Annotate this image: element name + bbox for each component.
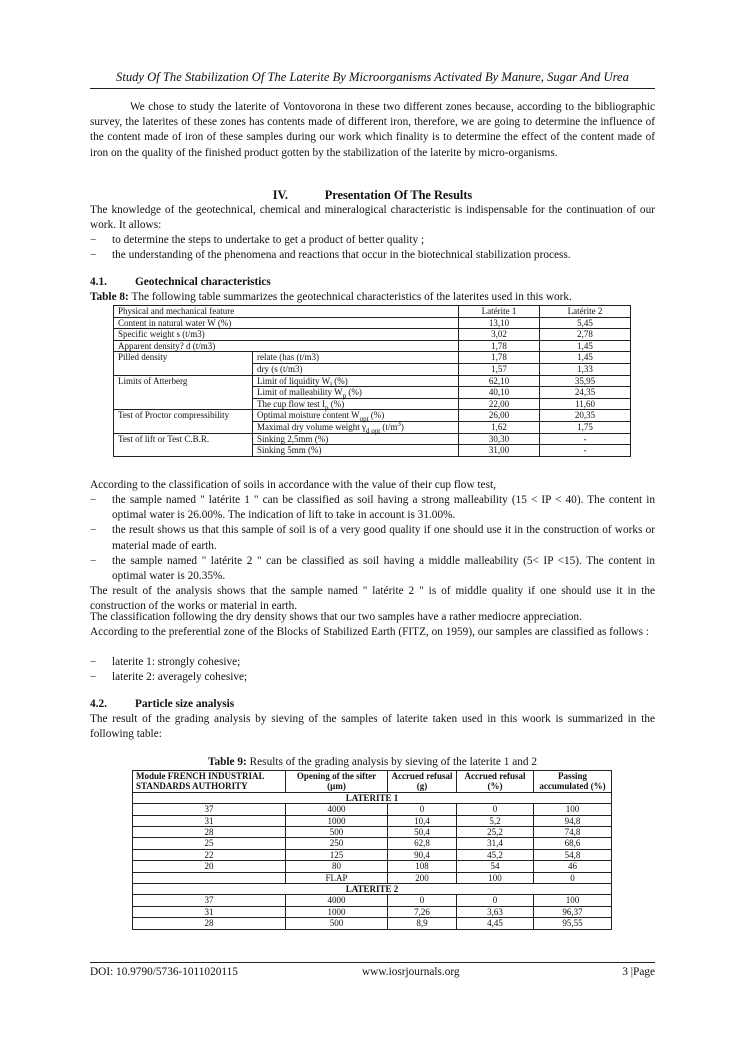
table-header-row [133, 771, 612, 793]
footer-doi: DOI: 10.9790/5736-1011020115 [90, 966, 238, 978]
table-cell: 1,78 [459, 340, 540, 352]
table-cell: 54 [457, 861, 534, 872]
table-row [114, 352, 631, 364]
header-cell: Opening of the sifter (µm) [286, 771, 388, 793]
laterite2-rows [133, 895, 612, 929]
table-cell: 5,45 [540, 317, 631, 329]
table-cell: 62,8 [388, 838, 457, 849]
table-cell: The cup flow test $I_p$ (%) [253, 398, 459, 410]
table-cell: 5,2 [457, 815, 534, 826]
list-item: − the understanding of the phenomena and reactions that occur in the biotechnical stabilization process. [90, 248, 655, 263]
table-cell: 0 [534, 872, 612, 883]
table-cell: 1,57 [459, 363, 540, 375]
table-cell: 90,4 [388, 849, 457, 860]
table-cell: 0 [388, 895, 457, 906]
table-row [133, 815, 612, 826]
table-cell: 46 [534, 861, 612, 872]
dry-density-paragraph: The classification following the dry density shows that our two samples have a rather mediocre appreciation. [90, 611, 582, 623]
table-row [133, 838, 612, 849]
table-cell: 22,00 [459, 398, 540, 410]
table-cell: 31 [133, 906, 286, 917]
section-heading-iv [90, 188, 655, 203]
table-row [133, 872, 612, 883]
table-cell: 1,78 [459, 352, 540, 364]
table-cell: 20 [133, 861, 286, 872]
header-rule [90, 88, 655, 89]
laterite1-rows [133, 804, 612, 884]
table-cell: 68,6 [534, 838, 612, 849]
table-cell: Test of Proctor compressibility [114, 410, 253, 433]
table-cell: Apparent density? d (t/m3) [114, 340, 459, 352]
table-cell: 8,9 [388, 918, 457, 929]
subsection-heading-4-2 [90, 698, 234, 710]
section-title: Presentation Of The Results [324, 188, 473, 202]
subsection-title: Particle size analysis [135, 698, 235, 710]
table-row [133, 849, 612, 860]
table-cell: 28 [133, 827, 286, 838]
table-cell: 62,10 [459, 375, 540, 387]
table9-caption [90, 755, 655, 770]
list-item: − to determine the steps to undertake to get a product of better quality ; [90, 233, 655, 248]
section-number: IV. [272, 188, 288, 202]
table-cell: 500 [286, 918, 388, 929]
table-cell: 1000 [286, 815, 388, 826]
table-cell: Limits of Atterberg [114, 375, 253, 410]
section42-paragraph: The result of the grading analysis by sieving of the samples of laterite taken used in this woork is summarized in the following table: [90, 713, 655, 741]
table-cell: 0 [457, 895, 534, 906]
analysis-paragraph: The result of the analysis shows that the sample named " latérite 2 " is of middle quality if one should use it in the construction of the works or material in earth. [90, 585, 655, 613]
subsection-title: Geotechnical characteristics [135, 276, 271, 288]
table-cell: 25 [133, 838, 286, 849]
section4-bullets [90, 233, 655, 263]
group-row [133, 792, 612, 803]
table-row [114, 340, 631, 352]
table-9-grading [132, 770, 612, 930]
table-cell: 1,45 [540, 340, 631, 352]
running-title: Study Of The Stabilization Of The Laterite By Microorganisms Activated By Manure, Sugar And Urea [116, 70, 629, 84]
classification-bullets [90, 493, 655, 584]
table-cell: 125 [286, 849, 388, 860]
table-cell: 96,37 [534, 906, 612, 917]
table-cell: Specific weight s (t/m3) [114, 329, 459, 341]
table-cell: dry (s (t/m3) [253, 363, 459, 375]
table-cell: 100 [534, 895, 612, 906]
footer-page: 3 |Page [622, 966, 655, 978]
table-cell: Sinking 2,5mm (%) [253, 433, 459, 445]
header-cell: Physical and mechanical feature [114, 306, 459, 318]
footer-rule [90, 962, 655, 963]
table-cell: 50,4 [388, 827, 457, 838]
table-cell: 94,8 [534, 815, 612, 826]
table-row [133, 804, 612, 815]
table-cell: relate (has (t/m3) [253, 352, 459, 364]
table-cell: 4000 [286, 804, 388, 815]
table-row [114, 375, 631, 387]
list-item: − laterite 2: averagely cohesive; [90, 670, 655, 685]
table-row [133, 906, 612, 917]
list-item: − laterite 1: strongly cohesive; [90, 655, 655, 670]
table-cell: 3,02 [459, 329, 540, 341]
table-cell: 31 [133, 815, 286, 826]
table-row [114, 317, 631, 329]
group-label: LATERITE 1 [133, 792, 612, 803]
table-cell: 1,75 [540, 421, 631, 433]
table-cell: 45,2 [457, 849, 534, 860]
table-cell: 30,30 [459, 433, 540, 445]
table-cell: 108 [388, 861, 457, 872]
table-cell: 24,35 [540, 387, 631, 399]
table-cell: 40,10 [459, 387, 540, 399]
list-item: − the sample named " latérite 2 " can be classified as soil having a middle malleability (5< IP <15). The content in optimal water is 20.35%. [90, 554, 655, 584]
table-cell: 13,10 [459, 317, 540, 329]
classification-paragraph: According to the classification of soils in accordance with the value of their cup flow test, [90, 479, 496, 491]
table-cell: 3,63 [457, 906, 534, 917]
table-cell: FLAP [286, 872, 388, 883]
fitz-paragraph: According to the preferential zone of the Blocks of Stabilized Earth (FITZ, on 1959), our samples are classified as follows : [90, 626, 650, 638]
group-label: LATERITE 2 [133, 884, 612, 895]
table8-caption [90, 290, 655, 305]
table-cell: - [540, 433, 631, 445]
table-cell: Content in natural water W (%) [114, 317, 459, 329]
table-cell: 4,45 [457, 918, 534, 929]
cohesion-bullets [90, 655, 655, 685]
table-cell: 37 [133, 804, 286, 815]
table-cell: 80 [286, 861, 388, 872]
table-cell: 28 [133, 918, 286, 929]
table-cell: Limit of liquidity $W_l$ (%) [253, 375, 459, 387]
table-row [114, 410, 631, 422]
table-cell: 26,00 [459, 410, 540, 422]
subsection-heading-4-1 [90, 276, 271, 288]
table-caption-text: Results of the grading analysis by sieving of the laterite 1 and 2 [249, 756, 538, 768]
table-cell: Optimal moisture content $W_{opt}$ (%) [253, 410, 459, 422]
table-cell: 100 [457, 872, 534, 883]
header-cell: Latérite 1 [459, 306, 540, 318]
table-caption-text: The following table summarizes the geotechnical characteristics of the laterites used in this work. [131, 291, 572, 303]
table-cell: 1,62 [459, 421, 540, 433]
table-row [114, 433, 631, 445]
table-cell: 20,35 [540, 410, 631, 422]
table-cell: Maximal dry volume weight $\gamma_{d opt}$ $(t/m^3)$ [253, 421, 459, 433]
table-cell: 0 [457, 804, 534, 815]
table-cell: 95,55 [534, 918, 612, 929]
table-cell: 1000 [286, 906, 388, 917]
table-cell: 500 [286, 827, 388, 838]
table-cell [133, 872, 286, 883]
table-cell: 25,2 [457, 827, 534, 838]
header-cell: Passing accumulated (%) [534, 771, 612, 793]
header-cell: Latérite 2 [540, 306, 631, 318]
table-8-geotechnical [113, 305, 631, 457]
footer-site: www.iosrjournals.org [362, 966, 460, 978]
list-item: − the result shows us that this sample of soil is of a very good quality if one should use it in the construction of works or material made of earth. [90, 523, 655, 553]
table-cell: - [540, 445, 631, 457]
list-item: − the sample named " latérite 1 " can be classified as soil having a strong malleability (15 < IP < 40). The content in optimal water is 26.00%. The indication of lift to take in account is 31.00%. [90, 493, 655, 523]
header-cell: Module FRENCH INDUSTRIAL STANDARDS AUTHORITY [133, 771, 286, 793]
table-cell: 250 [286, 838, 388, 849]
table-header-row [114, 306, 631, 318]
table-cell: Pilled density [114, 352, 253, 375]
header-cell: Accrued refusal (g) [388, 771, 457, 793]
table-cell: 200 [388, 872, 457, 883]
table-cell: 4000 [286, 895, 388, 906]
table-cell: 35,95 [540, 375, 631, 387]
table-cell: 31,00 [459, 445, 540, 457]
table-cell: Test of lift or Test C.B.R. [114, 433, 253, 456]
table-cell: 31,4 [457, 838, 534, 849]
table-cell: 2,78 [540, 329, 631, 341]
table-row [133, 895, 612, 906]
table-row [133, 918, 612, 929]
subsection-number: 4.1. [90, 276, 107, 288]
table-cell: 1,45 [540, 352, 631, 364]
table-cell: 37 [133, 895, 286, 906]
table-row [133, 861, 612, 872]
table-cell: 54,8 [534, 849, 612, 860]
table-cell: 7,26 [388, 906, 457, 917]
table-cell: 22 [133, 849, 286, 860]
table-row [114, 329, 631, 341]
table-cell: Sinking 5mm (%) [253, 445, 459, 457]
table-cell: 0 [388, 804, 457, 815]
table-row [133, 827, 612, 838]
table-cell: 11,60 [540, 398, 631, 410]
table-cell: Limit of malleability $W_p$ (%) [253, 387, 459, 399]
section4-paragraph: The knowledge of the geotechnical, chemical and mineralogical characteristic is indispensable for the continuation of our work. It allows: [90, 204, 655, 232]
table-cell: 1,33 [540, 363, 631, 375]
header-cell: Accrued refusal (%) [457, 771, 534, 793]
intro-paragraph: We chose to study the laterite of Vontovorona in these two different zones because, according to the bibliographic survey, the laterites of these zones has contents made of different iron, therefore, we are going to determine the influence of the content made of iron of these samples during our work which finality is to determine the effect of the content made of iron on the quality of the finished product gotten by the stabilization of the laterite by micro-organisms. [90, 101, 655, 159]
group-row [133, 884, 612, 895]
table-cell: 10,4 [388, 815, 457, 826]
table-label: Table 8: [90, 291, 129, 303]
table-cell: 74,8 [534, 827, 612, 838]
subsection-number: 4.2. [90, 698, 107, 710]
table-label: Table 9: [207, 756, 247, 768]
table-cell: 100 [534, 804, 612, 815]
